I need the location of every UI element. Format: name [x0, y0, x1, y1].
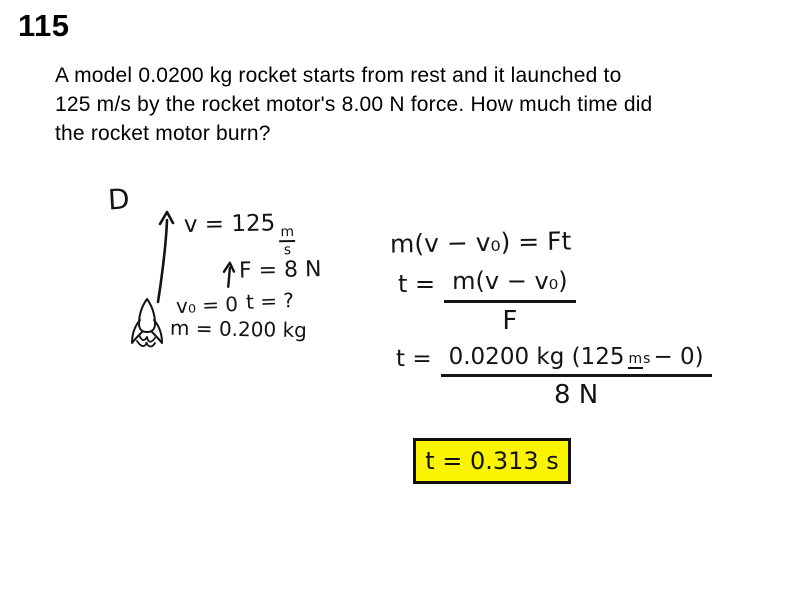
rocket-sketch-icon	[126, 296, 168, 352]
initial-velocity-label: v₀ = 0	[175, 291, 239, 319]
substitution-unit-denominator: s	[643, 351, 651, 368]
velocity-value: v = 125	[183, 210, 276, 238]
problem-text-line-1: A model 0.0200 kg rocket starts from rest and it launched to	[55, 64, 622, 87]
problem-text-line-3: the rocket motor burn?	[55, 122, 271, 145]
up-arrow-icon	[148, 208, 178, 310]
solve-equation-lhs: t =	[398, 270, 436, 298]
problem-text	[55, 61, 652, 148]
force-label	[222, 257, 322, 290]
force-value: F = 8 N	[238, 257, 322, 284]
substitution-equation-denominator: 8 N	[554, 380, 599, 411]
problem-number: 115	[18, 8, 70, 43]
substitution-equation	[396, 344, 712, 411]
answer-box	[413, 438, 571, 484]
solve-equation-fraction	[444, 268, 576, 336]
substitution-unit-numerator: m	[628, 351, 643, 368]
velocity-label	[184, 210, 296, 259]
mass-label: m = 0.200 kg	[169, 315, 308, 343]
force-arrow-icon	[222, 260, 237, 290]
substitution-equation-lhs: t =	[396, 346, 432, 372]
substitution-equation-fraction	[441, 344, 712, 411]
velocity-unit-fraction	[279, 225, 295, 257]
diagram-label: D	[107, 182, 131, 217]
substitution-numerator-prefix: 0.0200 kg (125	[448, 344, 625, 370]
substitution-numerator-suffix: − 0)	[653, 344, 704, 370]
problem-text-line-2: 125 m/s by the rocket motor's 8.00 N force. How much time did	[55, 93, 653, 116]
time-unknown-label: t = ?	[245, 288, 295, 314]
velocity-unit-denominator: s	[283, 242, 292, 259]
solve-equation-numerator: m(v − v₀)	[444, 268, 576, 303]
substitution-equation-numerator	[441, 344, 712, 377]
substitution-unit-fraction	[628, 345, 651, 369]
solve-equation	[398, 268, 576, 336]
velocity-unit-numerator: m	[279, 225, 295, 242]
impulse-equation: m(v − v₀) = Ft	[389, 226, 572, 259]
solve-equation-denominator: F	[502, 305, 518, 336]
answer-text: t = 0.313 s	[425, 447, 559, 475]
